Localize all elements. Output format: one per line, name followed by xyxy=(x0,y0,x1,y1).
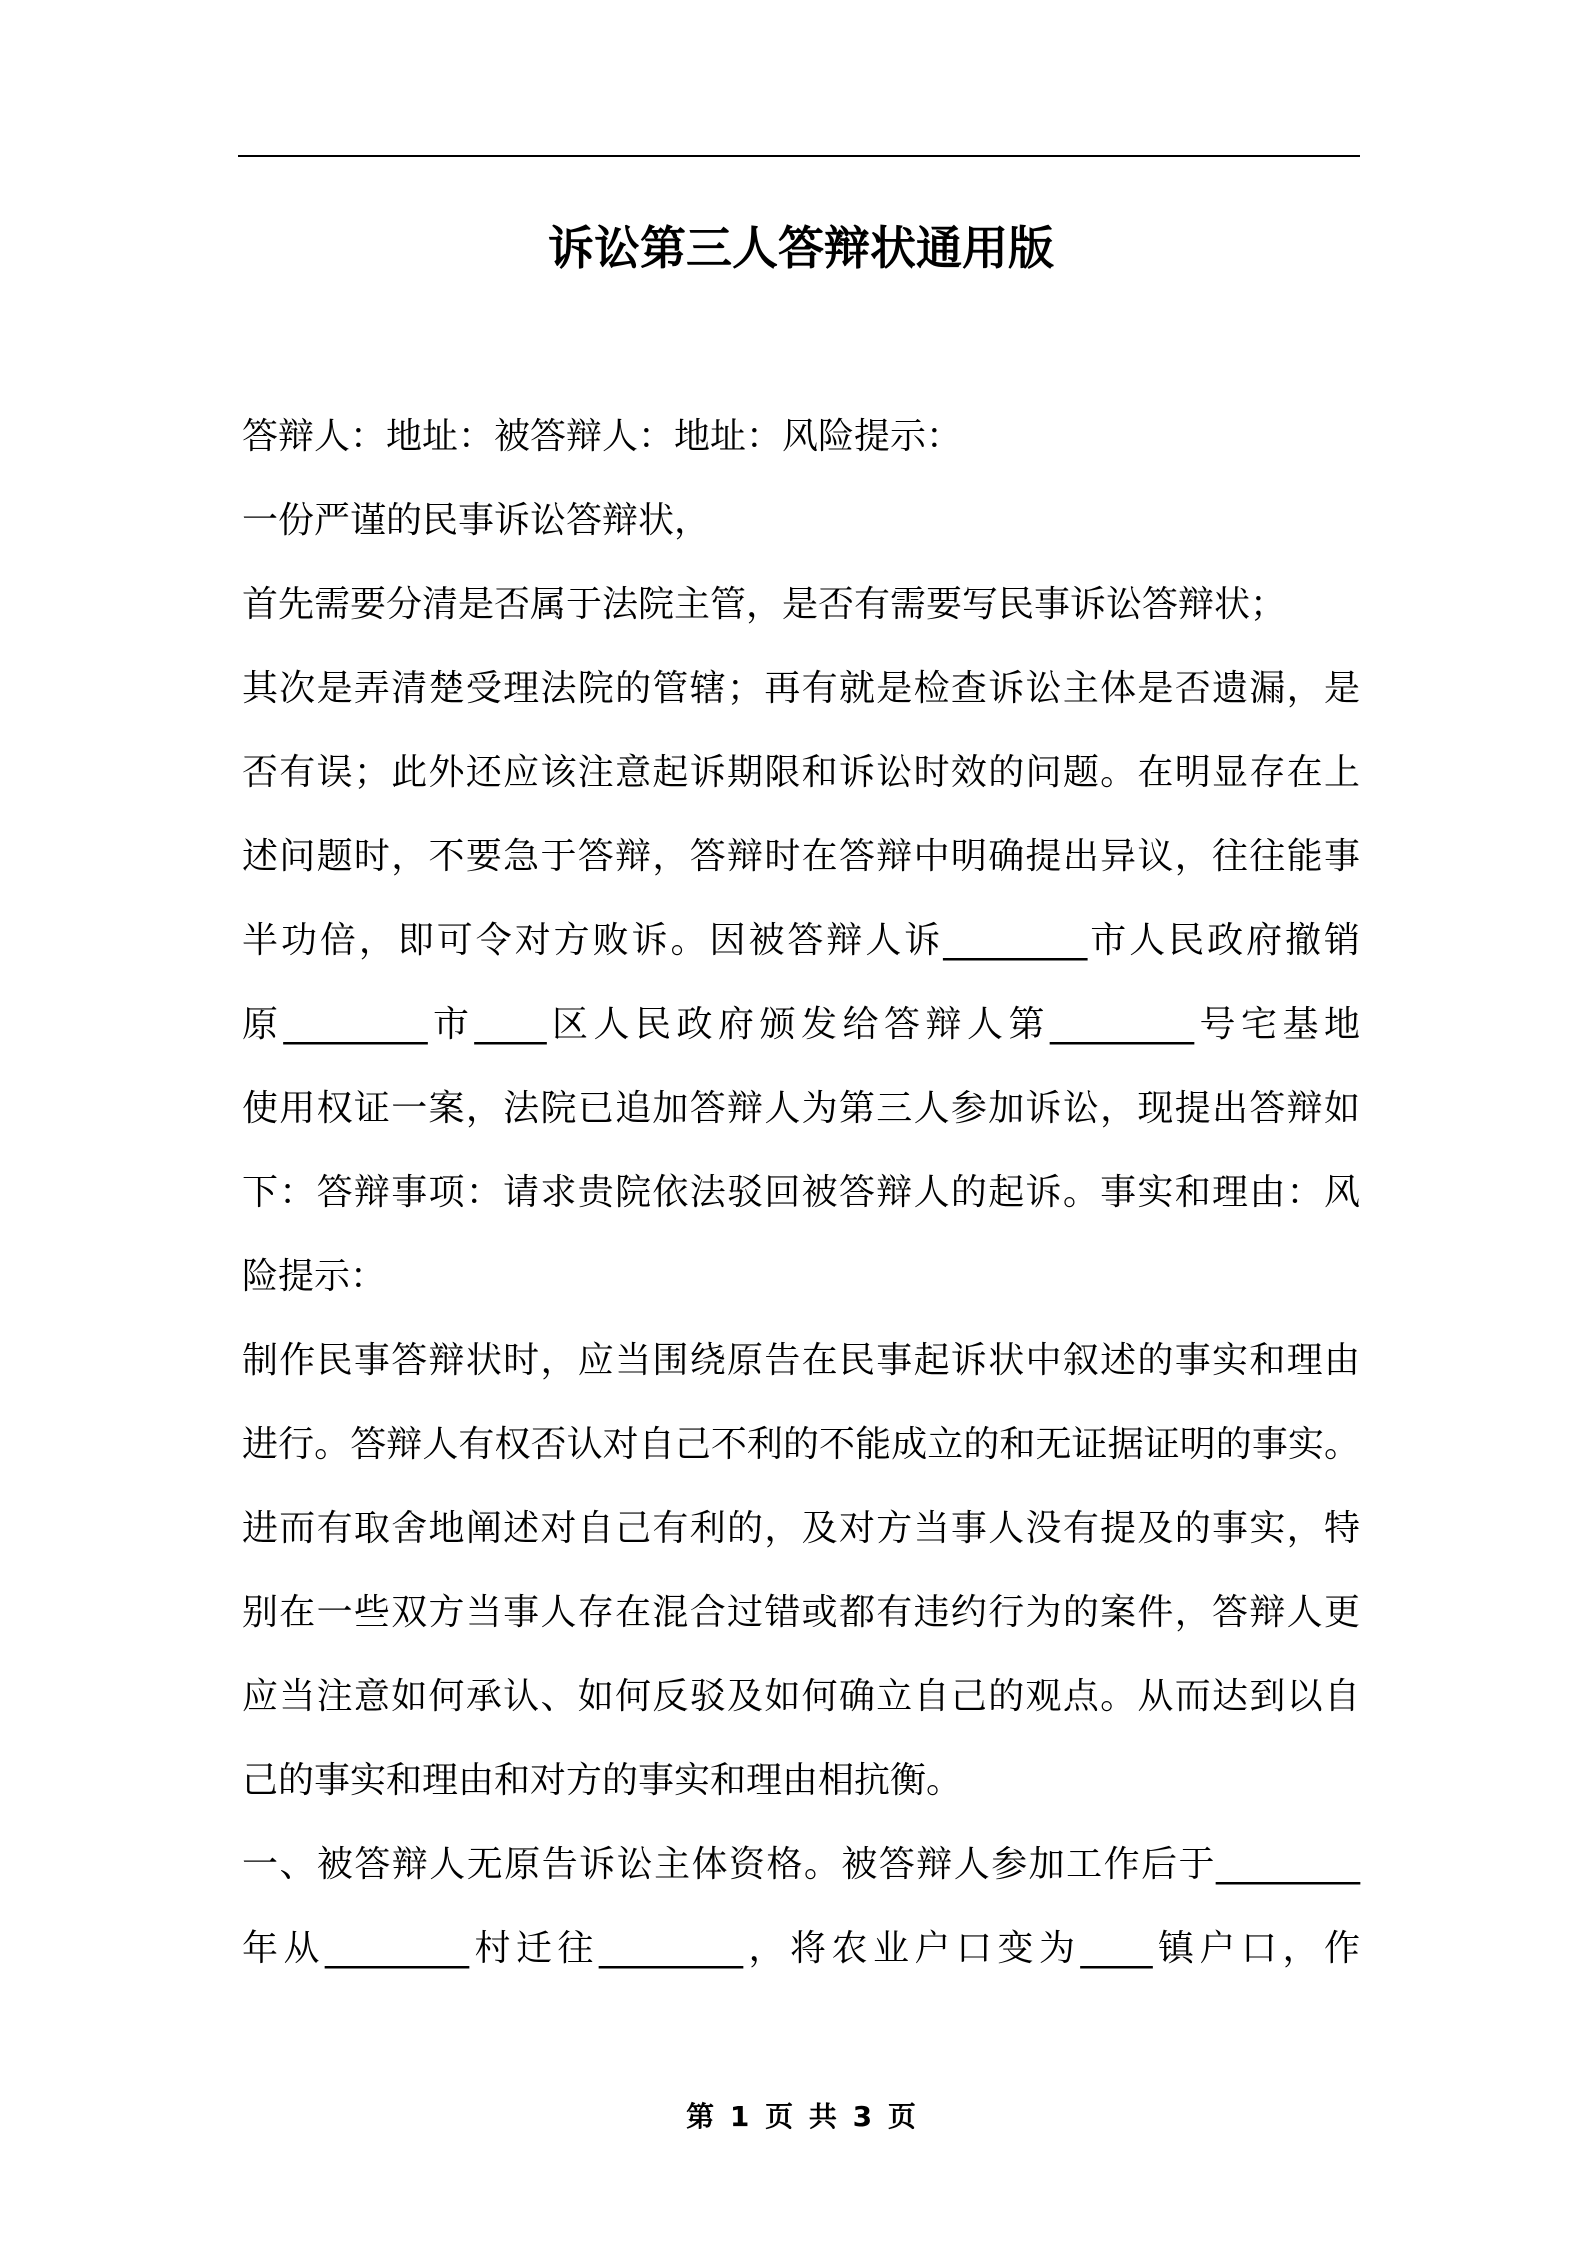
text-line: 进而有取舍地阐述对自己有利的，及对方当事人没有提及的事实，特 xyxy=(242,1508,1360,1549)
text-line: 险提示： xyxy=(242,1256,387,1297)
text-line: 述问题时，不要急于答辩，答辩时在答辩中明确提出异议，往往能事 xyxy=(242,836,1360,877)
paragraph-intro xyxy=(242,479,1360,563)
document-body xyxy=(242,395,1360,1991)
text-line: 制作民事答辩状时，应当围绕原告在民事起诉状中叙述的事实和理由 xyxy=(242,1340,1360,1381)
paragraph-parties xyxy=(242,395,1360,479)
text-line: 一、被答辩人无原告诉讼主体资格。被答辩人参加工作后于________ xyxy=(242,1844,1360,1885)
text-line: 进行。答辩人有权否认对自己不利的不能成立的和无证据证明的事实。 xyxy=(242,1424,1360,1465)
page-number: 第 1 页 共 3 页 xyxy=(686,2100,916,2133)
header-rule xyxy=(238,155,1360,157)
text-line: 原________市____区人民政府颁发给答辩人第________号宅基地 xyxy=(242,1004,1360,1045)
text-line: 年从________村迁往________，将农业户口变为____镇户口，作 xyxy=(242,1928,1360,1969)
paragraph-second-step xyxy=(242,647,1360,1319)
text-line: 下：答辩事项：请求贵院依法驳回被答辩人的起诉。事实和理由：风 xyxy=(242,1172,1360,1213)
text-line: 答辩人：地址：被答辩人：地址：风险提示： xyxy=(242,416,963,457)
text-line: 半功倍，即可令对方败诉。因被答辩人诉________市人民政府撤销 xyxy=(242,920,1360,961)
text-line: 首先需要分清是否属于法院主管，是否有需要写民事诉讼答辩状； xyxy=(242,584,1287,625)
document-title: 诉讼第三人答辩状通用版 xyxy=(548,221,1054,275)
text-line: 一份严谨的民事诉讼答辩状， xyxy=(242,500,711,541)
text-line: 己的事实和理由和对方的事实和理由相抗衡。 xyxy=(242,1760,963,1801)
paragraph-drafting-advice xyxy=(242,1319,1360,1823)
paragraph-first-step xyxy=(242,563,1360,647)
text-line: 否有误；此外还应该注意起诉期限和诉讼时效的问题。在明显存在上 xyxy=(242,752,1360,793)
text-line: 别在一些双方当事人存在混合过错或都有违约行为的案件，答辩人更 xyxy=(242,1592,1360,1633)
text-line: 应当注意如何承认、如何反驳及如何确立自己的观点。从而达到以自 xyxy=(242,1676,1360,1717)
paragraph-point-one xyxy=(242,1823,1360,1991)
text-line: 使用权证一案，法院已追加答辩人为第三人参加诉讼，现提出答辩如 xyxy=(242,1088,1360,1129)
text-line: 其次是弄清楚受理法院的管辖；再有就是检查诉讼主体是否遗漏，是 xyxy=(242,668,1360,709)
